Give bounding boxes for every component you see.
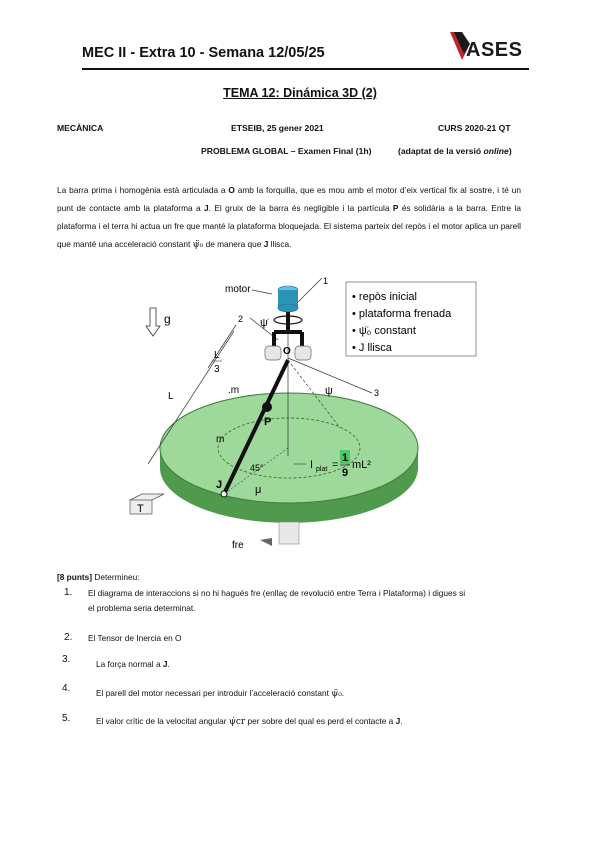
stmt-point-p: P <box>392 203 399 213</box>
platform-top <box>160 393 418 503</box>
ases-logo <box>448 30 530 66</box>
gravity-label: g <box>164 312 171 326</box>
adapted-suffix: ) <box>508 146 512 156</box>
intro-text: Determineu: <box>92 572 140 582</box>
stmt-part: amb la forquilla, que es mou amb el motor d’eix vertical fix al sostre, i té un punt de contacte amb la plataforma a <box>57 185 521 213</box>
legend-item: • ψ̈₀ constant <box>352 325 416 337</box>
axis-1-label: 1 <box>323 276 329 286</box>
question-text <box>96 686 344 702</box>
question-number: 1. <box>64 587 73 598</box>
inertia-mass-term: mL² <box>352 459 371 471</box>
bar-mass-label: m <box>216 434 225 445</box>
length-label: L <box>168 391 174 402</box>
point-o-label: O <box>283 346 291 357</box>
fork-bearing-right <box>295 346 311 360</box>
psi-label: ψ <box>325 385 333 397</box>
header-rule <box>82 68 529 70</box>
problem-label: PROBLEMA GLOBAL – Examen Final (1h) <box>201 146 372 156</box>
psi-dot-label: ψ̇ <box>260 317 268 329</box>
header-title: MEC II - Extra 10 - Semana 12/05/25 <box>82 45 325 61</box>
stmt-part: llisca. <box>268 239 292 249</box>
legend-item: • repòs inicial <box>352 291 417 303</box>
page-title: TEMA 12: Dinámica 3D (2) <box>223 86 377 100</box>
inertia-equals: = <box>332 459 339 471</box>
inertia-subscript: plat <box>316 466 328 473</box>
stmt-point-j: J <box>204 203 209 213</box>
inertia-frac-num: 1 <box>342 452 349 464</box>
friction-label: μ <box>255 484 262 496</box>
stmt-point-o: O <box>228 185 235 195</box>
motor-leader <box>252 290 272 294</box>
legend-item: • plataforma frenada <box>352 308 452 320</box>
third-dimension-line <box>208 325 236 368</box>
brake-arrow-icon <box>260 538 272 546</box>
logo-text: ASES <box>466 39 523 61</box>
q-part: El parell del motor necessari per introduir l’acceleració constant <box>96 688 332 698</box>
inertia-symbol: I <box>310 459 314 471</box>
question-text <box>96 714 403 730</box>
legend-item: • J llisca <box>352 342 392 354</box>
ground-block <box>130 494 164 514</box>
brake-label: fre <box>232 540 244 551</box>
stmt-part: és solidària a la barra. Entre la plataforma i el terra hi actua un fre que manté la plataforma bloquejada. El sistema parteix del repòs i el motor aplica un parell que manté una acceleració constant <box>57 203 521 249</box>
question-number: 4. <box>62 683 71 694</box>
third-numerator: L <box>214 350 220 361</box>
q-velocity-symbol: ψ̇cr <box>228 717 246 727</box>
point-p-label: P <box>264 416 272 428</box>
q-part: El valor crític de la velocitat angular <box>96 716 229 726</box>
particle-mass-label: .m <box>228 385 240 396</box>
question-number: 5. <box>62 713 71 724</box>
brake-shaft <box>279 522 299 544</box>
adapted-note <box>398 146 512 156</box>
q-part: per sobre del qual es perd el contacte a <box>245 716 396 726</box>
q-part: La força normal a <box>96 659 163 669</box>
question-text: El diagrama de interaccions si no hi hagués fre (enllaç de revolució entre Terra i Plataforma) i digues si el problema seria determinat. <box>88 588 466 613</box>
q-part: . <box>341 688 345 698</box>
problem-statement <box>57 181 521 254</box>
mechanism-figure <box>120 268 482 560</box>
axis-2-label: 2 <box>238 314 244 324</box>
third-denominator: 3 <box>214 364 220 375</box>
exam-date: ETSEIB, 25 gener 2021 <box>231 123 324 133</box>
particle-p <box>262 402 272 412</box>
gravity-arrow-icon <box>146 308 160 336</box>
question-text <box>96 657 170 672</box>
adapted-online: online <box>483 146 509 156</box>
axis-3-label: 3 <box>374 388 380 398</box>
q-part: . <box>167 659 170 669</box>
stmt-part: . El gruix de la barra és negligible i la partícula <box>208 203 393 213</box>
subject-label: MECÀNICA <box>57 123 104 133</box>
stmt-part: La barra prima i homogènia està articulada a <box>57 185 229 195</box>
q-part: . <box>400 716 403 726</box>
stmt-part: de manera que <box>203 239 264 249</box>
motor-bottom <box>278 304 298 312</box>
adapted-prefix: (adaptat de la versió <box>398 146 484 156</box>
point-j-label: J <box>216 479 223 491</box>
course-label: CURS 2020-21 QT <box>438 123 511 133</box>
inertia-frac-den: 9 <box>342 467 349 479</box>
ground-label: T <box>137 503 144 515</box>
questions-intro <box>57 572 140 582</box>
fork-bearing-left <box>265 346 281 360</box>
points-label: [8 punts] <box>57 572 93 582</box>
question-text: El Tensor de Inercia en O <box>88 633 182 643</box>
stmt-point-j: J <box>263 239 269 249</box>
stmt-accel-symbol: ψ̈₀ <box>192 240 204 250</box>
q-accel-symbol: ψ̈₀ <box>331 689 342 699</box>
question-number: 2. <box>64 632 73 643</box>
q-point-j: J <box>162 659 168 669</box>
motor-label: motor <box>225 284 251 295</box>
q-point-j: J <box>395 716 401 726</box>
angle-label: 45° <box>250 463 264 473</box>
question-number: 3. <box>62 654 71 665</box>
